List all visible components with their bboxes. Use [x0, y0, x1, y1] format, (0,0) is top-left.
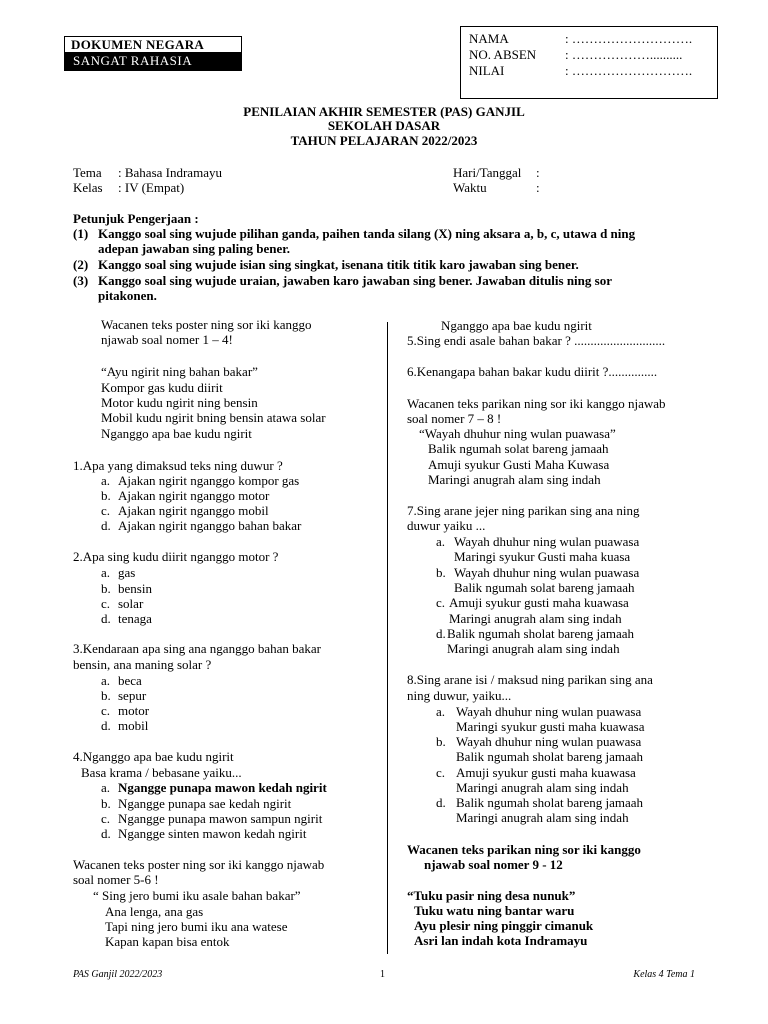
option-letter: c.	[436, 765, 446, 780]
question-7: duwur yaiku ...	[407, 518, 486, 533]
poster-line: Kapan kapan bisa entok	[105, 934, 230, 949]
option-text: Balik ngumah sholat bareng jamaah	[447, 626, 635, 641]
poster-line: Kompor gas kudu diirit	[101, 380, 223, 395]
poster-line: “Ayu ngirit ning bahan bakar”	[101, 364, 258, 379]
question-4: 4.Nganggo apa bae kudu ngirit	[73, 749, 234, 764]
option-text: Wayah dhuhur ning wulan puawasa	[454, 534, 640, 549]
option-letter: d.	[101, 518, 111, 533]
option-letter: a.	[101, 565, 111, 580]
option-text: Wayah dhuhur ning wulan puawasa	[454, 565, 640, 580]
poster-line: “ Sing jero bumi iku asale bahan bakar”	[93, 888, 301, 903]
option-text: Balik ngumah solat bareng jamaah	[454, 580, 635, 595]
exam-title: PENILAIAN AKHIR SEMESTER (PAS) GANJIL	[243, 104, 525, 119]
instructions-heading: Petunjuk Pengerjaan :	[73, 211, 199, 226]
parikan-line: Tuku watu ning bantar waru	[414, 903, 575, 918]
question-8: ning duwur, yaiku...	[407, 688, 512, 703]
option-letter: c.	[436, 595, 446, 610]
parikan-line: “Tuku pasir ning desa nunuk”	[407, 888, 576, 903]
option-letter: c.	[101, 703, 111, 718]
identity-label-name: NAMA	[469, 31, 509, 46]
poster-line: Nganggo apa bae kudu ngirit	[441, 318, 592, 333]
hari-label: Hari/Tanggal	[453, 165, 522, 180]
option-letter: a.	[436, 534, 446, 549]
option-text: solar	[118, 596, 144, 611]
instruction-text: Kanggo soal sing wujude uraian, jawaben karo jawaban sing bener. Jawaban ditulis ning sor	[98, 273, 612, 288]
parikan-line: “Wayah dhuhur ning wulan puawasa”	[419, 426, 616, 441]
option-letter: a.	[436, 704, 446, 719]
option-letter: b.	[436, 734, 446, 749]
option-text: Balik ngumah sholat bareng jamaah	[456, 749, 644, 764]
option-text: Wayah dhuhur ning wulan puawasa	[456, 734, 642, 749]
option-letter: d.	[101, 826, 111, 841]
instruction-text: Kanggo soal sing wujude isian sing singkat, isenana titik titik karo jawaban sing bener.	[98, 257, 579, 272]
option-text: mobil	[118, 718, 149, 733]
option-letter: a.	[101, 473, 111, 488]
parikan-line: Ayu plesir ning pinggir cimanuk	[414, 918, 594, 933]
kelas-value: : IV (Empat)	[118, 180, 185, 195]
poster-line: Nganggo apa bae kudu ngirit	[101, 426, 252, 441]
instruction-text: pitakonen.	[98, 288, 157, 303]
reading-instruction: Wacanen teks parikan ning sor iki kanggo	[407, 842, 641, 857]
option-text: Ngangge punapa mawon sampun ngirit	[118, 811, 323, 826]
poster-line: Mobil kudu ngirit bning bensin atawa solar	[101, 410, 326, 425]
tema-label: Tema	[73, 165, 102, 180]
question-3: 3.Kendaraan apa sing ana nganggo bahan bakar	[73, 641, 321, 656]
option-text: Maringi anugrah alam sing indah	[456, 810, 629, 825]
question-7: 7.Sing arane jejer ning parikan sing ana ning	[407, 503, 640, 518]
reading-instruction: soal nomer 5-6 !	[73, 872, 159, 887]
reading-instruction: Wacanen teks poster ning sor iki kanggo	[101, 317, 312, 332]
option-letter: c.	[101, 503, 111, 518]
option-letter: d.	[101, 611, 111, 626]
option-text: tenaga	[118, 611, 152, 626]
reading-instruction: soal nomer 7 – 8 !	[407, 411, 502, 426]
option-text: bensin	[118, 581, 152, 596]
school-level: SEKOLAH DASAR	[327, 118, 441, 133]
school-year: TAHUN PELAJARAN 2022/2023	[290, 133, 478, 148]
identity-value-nilai: : ……………………….	[565, 63, 693, 78]
reading-instruction: njawab soal nomer 9 - 12	[424, 857, 563, 872]
option-text: Amuji syukur gusti maha kuawasa	[456, 765, 636, 780]
reading-instruction: Wacanen teks parikan ning sor iki kanggo njawab	[407, 396, 666, 411]
identity-value-absen: : ………………..........	[565, 47, 683, 62]
question-6: 6.Kenangapa bahan bakar kudu diirit ?...............	[407, 364, 658, 379]
option-text: sepur	[118, 688, 147, 703]
question-1: 1.Apa yang dimaksud teks ning duwur ?	[73, 458, 283, 473]
waktu-label: Waktu	[453, 180, 487, 195]
option-letter: c.	[101, 811, 111, 826]
identity-value-name: : ……………………….	[565, 31, 693, 46]
option-text: Maringi anugrah alam sing indah	[449, 611, 622, 626]
option-text: Maringi syukur Gusti maha kuasa	[454, 549, 631, 564]
identity-label-nilai: NILAI	[469, 63, 505, 78]
reading-instruction: njawab soal nomer 1 – 4!	[101, 332, 233, 347]
poster-line: Tapi ning jero bumi iku ana watese	[105, 919, 288, 934]
option-text: gas	[118, 565, 136, 580]
column-divider	[387, 322, 388, 954]
question-2: 2.Apa sing kudu diirit nganggo motor ?	[73, 549, 279, 564]
option-text: Ajakan ngirit nganggo kompor gas	[118, 473, 300, 488]
parikan-line: Amuji syukur Gusti Maha Kuwasa	[428, 457, 610, 472]
doc-class-top: DOKUMEN NEGARA	[71, 37, 205, 52]
parikan-line: Asri lan indah kota Indramayu	[414, 933, 588, 948]
tema-value: : Bahasa Indramayu	[118, 165, 222, 180]
option-letter: d.	[436, 626, 446, 641]
question-3: bensin, ana maning solar ?	[73, 657, 212, 672]
poster-line: Ana lenga, ana gas	[105, 904, 204, 919]
page-number: 1	[380, 969, 385, 980]
footer-right: Kelas 4 Tema 1	[633, 969, 695, 980]
identity-label-absen: NO. ABSEN	[469, 47, 537, 62]
option-text: Maringi anugrah alam sing indah	[456, 780, 629, 795]
footer-left: PAS Ganjil 2022/2023	[73, 969, 163, 980]
option-text: Maringi anugrah alam sing indah	[447, 641, 620, 656]
question-5: 5.Sing endi asale bahan bakar ? ............................	[407, 333, 666, 348]
question-4: Basa krama / bebasane yaiku...	[81, 765, 242, 780]
waktu-value: :	[536, 180, 540, 195]
instruction-number: (3)	[73, 273, 89, 288]
option-text: Ngangge sinten mawon kedah ngirit	[118, 826, 307, 841]
instruction-number: (2)	[73, 257, 89, 272]
option-letter: c.	[101, 596, 111, 611]
instruction-text: adepan jawaban sing paling bener.	[98, 241, 291, 256]
option-letter: b.	[436, 565, 446, 580]
option-letter: a.	[101, 673, 111, 688]
hari-value: :	[536, 165, 540, 180]
reading-instruction: Wacanen teks poster ning sor iki kanggo njawab	[73, 857, 325, 872]
option-letter: b.	[101, 581, 111, 596]
option-letter: d.	[101, 718, 111, 733]
option-text: Maringi syukur gusti maha kuawasa	[456, 719, 645, 734]
option-text: Ajakan ngirit nganggo bahan bakar	[118, 518, 302, 533]
option-letter: b.	[101, 688, 111, 703]
option-text: Ajakan ngirit nganggo mobil	[118, 503, 269, 518]
option-text: Amuji syukur gusti maha kuawasa	[449, 595, 629, 610]
parikan-line: Maringi anugrah alam sing indah	[428, 472, 601, 487]
instruction-number: (1)	[73, 226, 89, 241]
poster-line: Motor kudu ngirit ning bensin	[101, 395, 258, 410]
option-letter: a.	[101, 780, 111, 795]
question-8: 8.Sing arane isi / maksud ning parikan sing ana	[407, 672, 653, 687]
option-text: motor	[118, 703, 150, 718]
option-text: Ngangge punapa sae kedah ngirit	[118, 796, 292, 811]
option-letter: d.	[436, 795, 446, 810]
kelas-label: Kelas	[73, 180, 103, 195]
option-text: Ajakan ngirit nganggo motor	[118, 488, 270, 503]
instruction-text: Kanggo soal sing wujude pilihan ganda, paihen tanda silang (X) ning aksara a, b, c, utawa d ning	[98, 226, 636, 241]
document-classification-box	[64, 36, 242, 71]
option-text: beca	[118, 673, 142, 688]
parikan-line: Balik ngumah solat bareng jamaah	[428, 441, 609, 456]
option-text: Ngangge punapa mawon kedah ngirit	[118, 780, 327, 795]
option-letter: b.	[101, 796, 111, 811]
option-text: Wayah dhuhur ning wulan puawasa	[456, 704, 642, 719]
doc-class-bottom: SANGAT RAHASIA	[65, 52, 241, 70]
option-letter: b.	[101, 488, 111, 503]
option-text: Balik ngumah sholat bareng jamaah	[456, 795, 644, 810]
